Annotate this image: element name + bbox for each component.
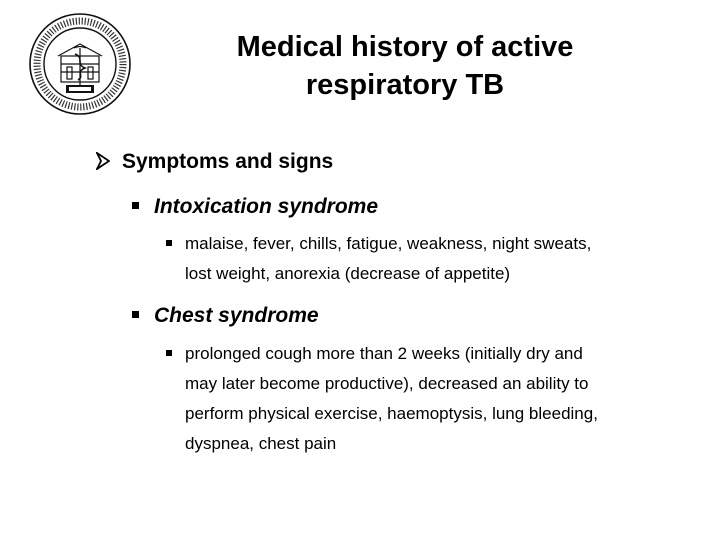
detail-text: malaise, fever, chills, fatigue, weakness, night sweats, bbox=[185, 234, 592, 253]
subsection-heading-text: Intoxication syndrome bbox=[154, 195, 379, 218]
square-bullet-icon bbox=[132, 311, 139, 318]
chest-details bbox=[166, 339, 706, 459]
subsection-heading-chest bbox=[132, 301, 319, 331]
title-line-1: Medical history of active bbox=[236, 31, 574, 63]
square-bullet-icon bbox=[166, 240, 172, 246]
arrow-bullet-icon bbox=[96, 152, 110, 170]
university-seal-icon bbox=[28, 12, 132, 116]
section-heading-text: Symptoms and signs bbox=[122, 150, 334, 173]
section-heading bbox=[96, 147, 333, 177]
title-line-2: respiratory TB bbox=[305, 69, 505, 101]
intoxication-details bbox=[166, 229, 706, 289]
slide-title bbox=[180, 28, 630, 104]
detail-text: prolonged cough more than 2 weeks (initially dry and bbox=[185, 344, 583, 363]
square-bullet-icon bbox=[132, 202, 139, 209]
detail-line: dyspnea, chest pain bbox=[185, 434, 337, 453]
detail-line: may later become productive), decreased an ability to bbox=[185, 374, 589, 393]
detail-line bbox=[166, 339, 706, 369]
detail-line bbox=[166, 229, 706, 259]
square-bullet-icon bbox=[166, 350, 172, 356]
detail-line: perform physical exercise, haemoptysis, lung bleeding, bbox=[185, 404, 598, 423]
subsection-heading-intoxication bbox=[132, 192, 378, 222]
subsection-heading-text: Chest syndrome bbox=[154, 304, 319, 327]
detail-line: lost weight, anorexia (decrease of appetite) bbox=[185, 264, 511, 283]
